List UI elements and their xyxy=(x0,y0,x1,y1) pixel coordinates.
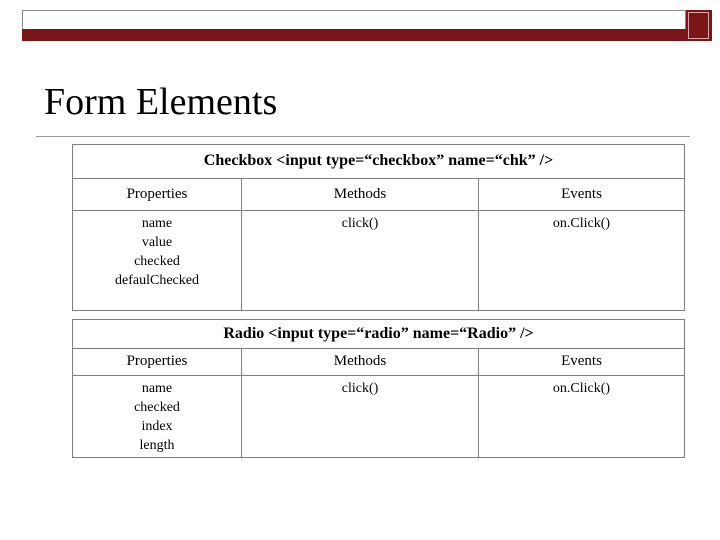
checkbox-table xyxy=(72,144,685,311)
radio-property-item: checked xyxy=(134,400,180,415)
radio-header-methods: Methods xyxy=(242,348,479,375)
checkbox-property-item: defaulChecked xyxy=(115,273,199,288)
checkbox-method-item: click() xyxy=(341,216,379,231)
radio-properties-cell xyxy=(73,375,242,457)
checkbox-header-properties: Properties xyxy=(73,178,242,210)
checkbox-events-cell xyxy=(479,210,684,310)
checkbox-properties-cell xyxy=(73,210,242,310)
header-accent-bar xyxy=(22,29,712,41)
radio-property-item: length xyxy=(139,438,175,453)
radio-table xyxy=(72,319,685,458)
checkbox-event-item: on.Click() xyxy=(552,216,611,231)
checkbox-property-item: checked xyxy=(134,254,180,269)
radio-header-properties: Properties xyxy=(73,348,242,375)
radio-table-body-row xyxy=(73,375,684,457)
checkbox-table-body-row xyxy=(73,210,684,310)
checkbox-header-events: Events xyxy=(561,185,602,202)
title-divider xyxy=(36,136,690,137)
radio-event-item: on.Click() xyxy=(552,381,611,396)
checkbox-table-caption: Checkbox <input type=“checkbox” name=“chk” /> xyxy=(73,145,684,179)
radio-property-item: name xyxy=(141,381,173,396)
radio-method-item: click() xyxy=(341,381,379,396)
checkbox-header-methods: Methods xyxy=(242,178,479,210)
header-decoration-box xyxy=(22,10,686,29)
slide-title: Form Elements xyxy=(44,81,278,123)
header-accent-outline xyxy=(688,12,709,39)
radio-table-caption: Radio <input type=“radio” name=“Radio” /> xyxy=(73,320,684,349)
radio-methods-cell xyxy=(242,375,479,457)
radio-events-cell xyxy=(479,375,684,457)
radio-header-events: Events xyxy=(561,353,602,369)
radio-property-item: index xyxy=(141,419,173,434)
checkbox-property-item: name xyxy=(141,216,173,231)
checkbox-table-header-row xyxy=(73,178,684,211)
radio-table-header-row xyxy=(73,348,684,376)
checkbox-property-item: value xyxy=(141,235,173,250)
checkbox-methods-cell xyxy=(242,210,479,310)
